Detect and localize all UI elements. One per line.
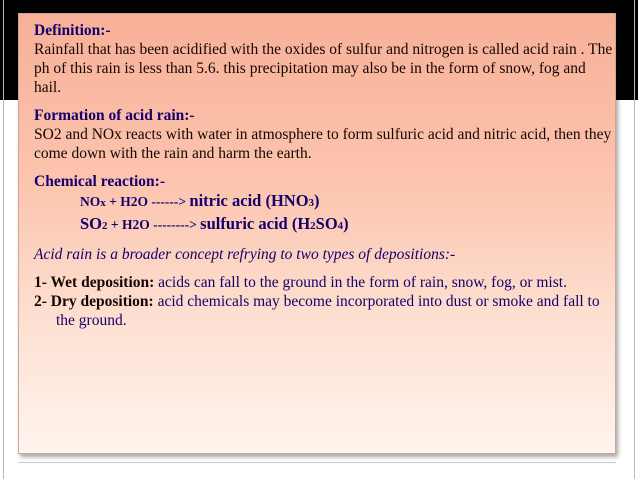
bottom-divider xyxy=(18,462,616,463)
content-box xyxy=(18,13,616,454)
reaction-sulfuric: SO2 + H2O --------> sulfuric acid (H2SO4) xyxy=(80,214,349,233)
dry-deposition-item xyxy=(34,292,614,330)
dry-deposition-label: 2- Dry deposition: xyxy=(34,293,154,310)
slide-content xyxy=(34,21,614,330)
wet-deposition-label: 1- Wet deposition: xyxy=(34,274,155,291)
concept-text: Acid rain is a broader concept refrying to two types of depositions:- xyxy=(34,246,456,263)
wet-deposition-item xyxy=(34,273,614,292)
left-rule xyxy=(3,0,4,479)
chemical-heading: Chemical reaction:- xyxy=(34,173,165,190)
reaction-nitric: NOx + H2O ------> nitric acid (HNO3) xyxy=(80,191,320,210)
formation-heading: Formation of acid rain:- xyxy=(34,107,195,124)
wet-deposition-text: acids can fall to the ground in the form of rain, snow, fog, or mist. xyxy=(154,274,567,291)
dry-deposition-text: acid chemicals may become incorporated into dust or smoke and fall to the ground. xyxy=(56,293,600,329)
right-rule xyxy=(634,0,635,479)
definition-heading: Definition:- xyxy=(34,22,111,39)
definition-text: Rainfall that has been acidified with the oxides of sulfur and nitrogen is called acid rain . The ph of this rain is less than 5.6. this precipitation may also be in the form of snow, fog and hail. xyxy=(34,41,613,96)
formation-text: SO2 and NOx reacts with water in atmosphere to form sulfuric acid and nitric acid, then they come down with the rain and harm the earth. xyxy=(34,126,612,162)
